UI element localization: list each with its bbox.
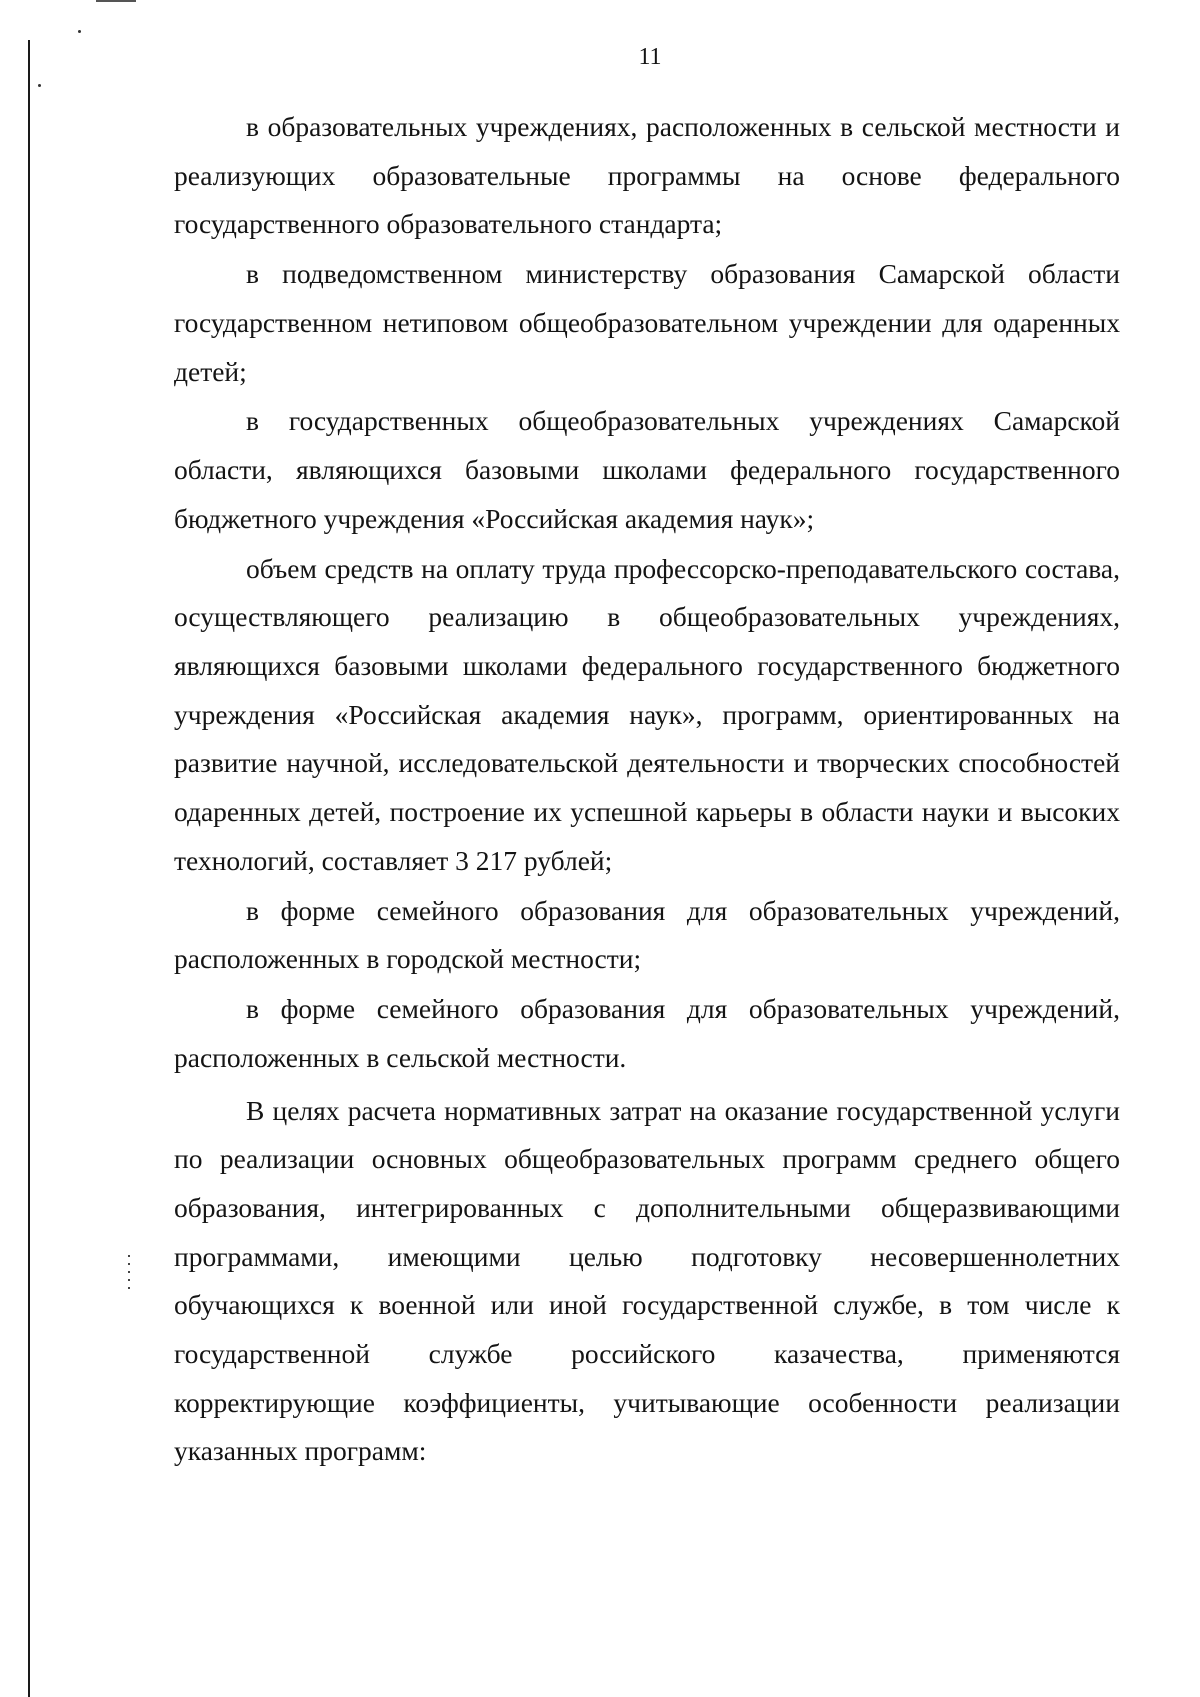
scan-speck bbox=[78, 30, 81, 33]
page-number: 11 bbox=[638, 44, 662, 70]
scan-margin-line bbox=[28, 40, 30, 1697]
paragraph: в подведомственном министерству образования Самарской области государственном нетиповом общеобразовательном учреждении для одаренных детей; bbox=[174, 258, 1120, 387]
scan-speck bbox=[38, 84, 41, 87]
paragraph: объем средств на оплату труда профессорско-преподавательского состава, осуществляющего реализацию в общеобразовательных учреждениях, являющихся базовыми школами федерального государственного бюджетного учреждения «Российская академия наук», программ, ориентированных на развитие научной, исследовательской деятельности и творческих способностей одаренных детей, построение их успешной карьеры в области науки и высоких технологий, составляет 3 217 рублей; bbox=[174, 552, 1120, 876]
paragraph: в государственных общеобразовательных учреждениях Самарской области, являющихся базовыми школами федерального государственного бюджетного учреждения «Российская академия наук»; bbox=[174, 405, 1120, 534]
scan-artifact-mark bbox=[96, 0, 136, 2]
scan-speck bbox=[128, 1255, 130, 1295]
paragraph: В целях расчета нормативных затрат на оказание государственной услуги по реализации основных общеобразовательных программ среднего общего образования, интегрированных с дополнительными общеразвивающими программами, имеющими целью подготовку несовершеннолетних обучающихся к военной или иной государственной службе, в том числе к государственной службе российского казачества, применяются корректирующие коэффициенты, учитывающие особенности реализации указанных программ: bbox=[174, 1094, 1120, 1467]
paragraph: в форме семейного образования для образовательных учреждений, расположенных в сельской местности. bbox=[174, 993, 1120, 1073]
document-body bbox=[174, 103, 1120, 1477]
paragraph: в форме семейного образования для образовательных учреждений, расположенных в городской местности; bbox=[174, 894, 1120, 975]
paragraph: в образовательных учреждениях, расположенных в сельской местности и реализующих образовательные программы на основе федерального государственного образовательного стандарта; bbox=[174, 111, 1120, 240]
